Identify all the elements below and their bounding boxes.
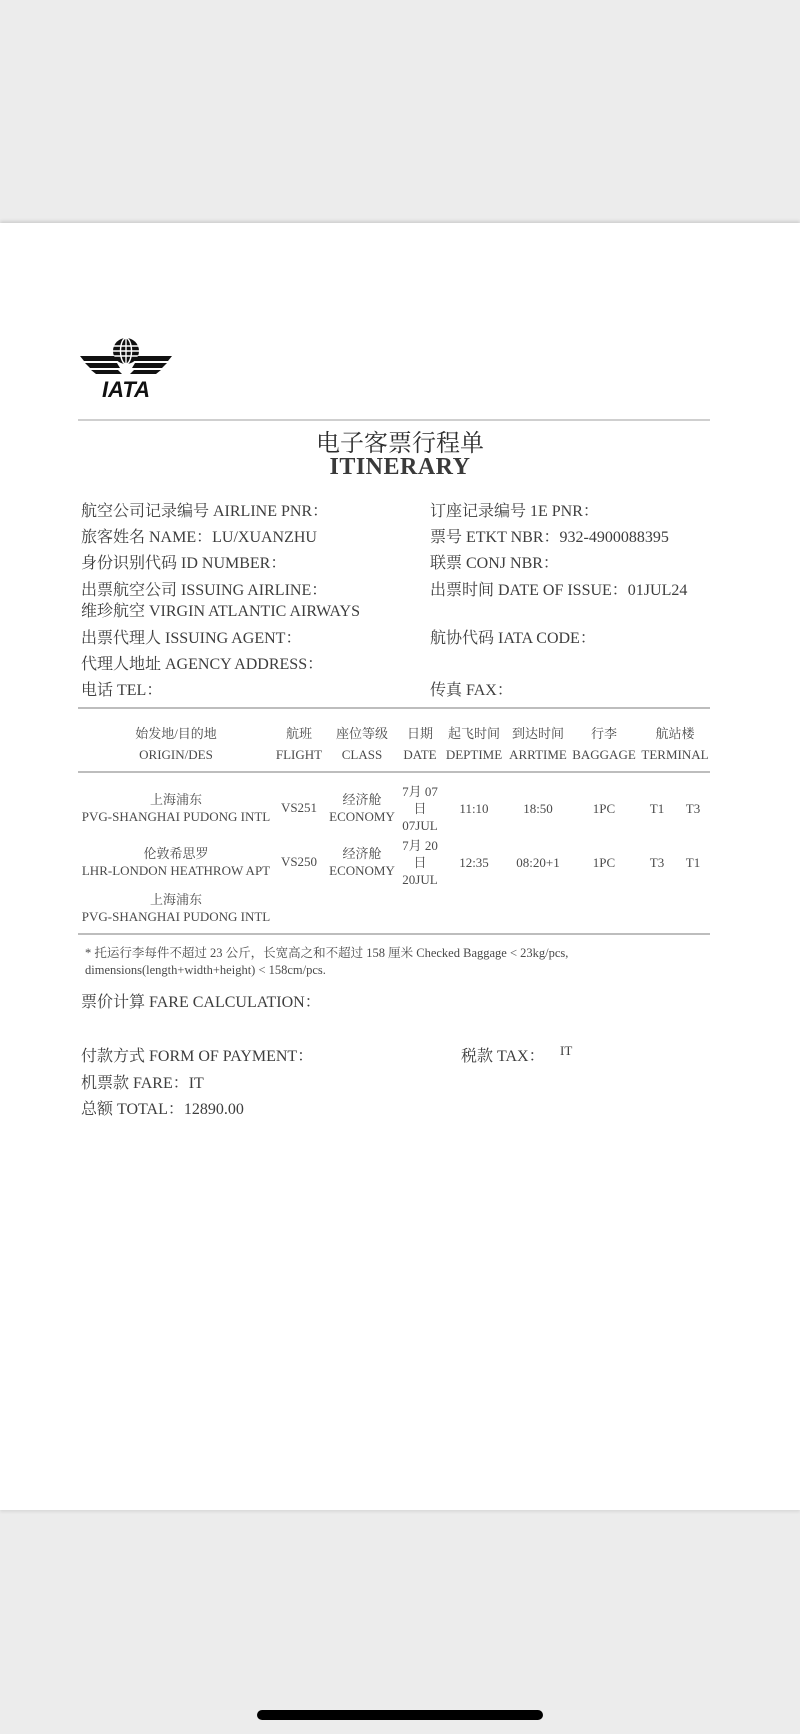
row-baggage: 1PC xyxy=(592,855,616,870)
issuing-agent-field: 出票代理人 ISSUING AGENT： xyxy=(81,630,302,647)
header-class: 座位等级 CLASS xyxy=(335,726,388,762)
form-of-payment-field: 付款方式 FORM OF PAYMENT： xyxy=(81,1048,314,1065)
row-date: 7月 20 日 20JUL xyxy=(402,838,438,887)
title-english: ITINERARY xyxy=(329,454,471,480)
row-terminal-dep: T1 xyxy=(649,801,665,816)
itinerary-page xyxy=(0,223,800,1510)
row-baggage: 1PC xyxy=(592,801,616,816)
header-arrtime: 到达时间 ARRTIME xyxy=(509,726,567,762)
tax-value: IT xyxy=(560,1043,573,1058)
total-field: 总额 TOTAL：12890.00 xyxy=(81,1101,244,1118)
baggage-note: * 托运行李每件不超过 23 公斤，长宽高之和不超过 158 厘米 Checked Baggage < 23kg/pcs, dimensions(length+width+height) < 158cm/pcs. xyxy=(85,946,569,977)
iata-code-field: 航协代码 IATA CODE： xyxy=(430,630,596,647)
issuing-airline-field: 出票航空公司 ISSUING AIRLINE： xyxy=(81,582,328,599)
row-arrtime: 18:50 xyxy=(523,801,553,816)
row-deptime: 11:10 xyxy=(459,801,489,816)
date-of-issue-field: 出票时间 DATE OF ISSUE：01JUL24 xyxy=(430,582,688,599)
header-flight: 航班 FLIGHT xyxy=(275,726,323,762)
iata-logo-icon xyxy=(80,335,172,399)
fare-field: 机票款 FARE：IT xyxy=(81,1075,204,1092)
final-destination: 上海浦东 PVG-SHANGHAI PUDONG INTL xyxy=(81,892,271,924)
agency-address-field: 代理人地址 AGENCY ADDRESS： xyxy=(81,656,324,673)
table-top-divider xyxy=(78,707,710,709)
row-terminal-arr: T1 xyxy=(685,855,701,870)
issuing-airline-value: 维珍航空 VIRGIN ATLANTIC AIRWAYS xyxy=(81,603,360,620)
etkt-nbr-field: 票号 ETKT NBR：932-4900088395 xyxy=(430,529,669,546)
header-baggage: 行李 BAGGAGE xyxy=(572,726,636,762)
row-date: 7月 07 日 07JUL xyxy=(402,784,438,833)
row-flight: VS250 xyxy=(280,854,318,869)
id-number-field: 身份识别代码 ID NUMBER： xyxy=(81,555,287,572)
home-indicator[interactable] xyxy=(257,1710,543,1720)
row-class: 经济舱 ECONOMY xyxy=(329,846,395,878)
header-terminal: 航站楼 TERMINAL xyxy=(641,726,709,762)
row-class: 经济舱 ECONOMY xyxy=(329,792,395,824)
table-bottom-divider xyxy=(78,933,710,935)
header-deptime: 起飞时间 DEPTIME xyxy=(445,726,503,762)
airline-pnr-field: 航空公司记录编号 AIRLINE PNR： xyxy=(81,503,329,520)
row-terminal-arr: T3 xyxy=(685,801,701,816)
row-origin: 伦敦希思罗 LHR-LONDON HEATHROW APT xyxy=(81,846,271,878)
header-date: 日期 DATE xyxy=(403,726,437,762)
svg-text:IATA: IATA xyxy=(101,377,151,399)
row-deptime: 12:35 xyxy=(459,855,489,870)
table-header-divider xyxy=(78,771,710,773)
conj-nbr-field: 联票 CONJ NBR： xyxy=(430,555,559,572)
row-terminal-dep: T3 xyxy=(649,855,665,870)
fax-field: 传真 FAX： xyxy=(430,682,513,699)
row-origin: 上海浦东 PVG-SHANGHAI PUDONG INTL xyxy=(81,792,271,824)
header-origin: 始发地/目的地 ORIGIN/DES xyxy=(135,726,217,762)
tax-label: 税款 TAX： xyxy=(461,1048,545,1065)
passenger-name-field: 旅客姓名 NAME：LU/XUANZHU xyxy=(81,529,317,546)
header-divider xyxy=(78,419,710,421)
pnr-1e-field: 订座记录编号 1E PNR： xyxy=(430,503,599,520)
fare-calculation-field: 票价计算 FARE CALCULATION： xyxy=(81,994,321,1011)
row-flight: VS251 xyxy=(280,800,318,815)
title-chinese: 电子客票行程单 xyxy=(316,431,484,457)
tel-field: 电话 TEL： xyxy=(81,682,163,699)
row-arrtime: 08:20+1 xyxy=(516,855,560,870)
